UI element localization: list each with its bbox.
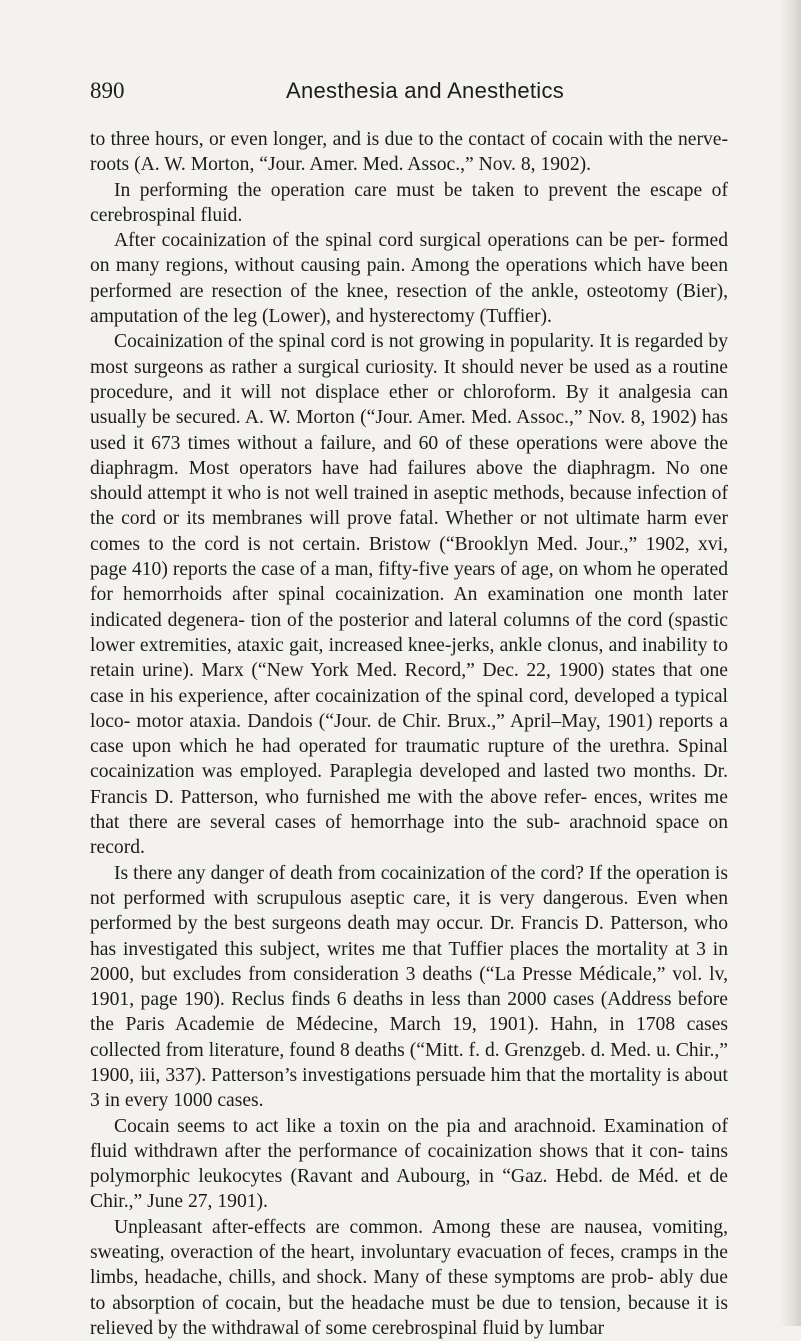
paragraph-continuation: to three hours, or even longer, and is due to the contact of cocain with the nerve-roots (A. W. Morton, “Jour. Amer. Med. Assoc.,” Nov. 8, 1902).	[90, 129, 728, 176]
running-header	[90, 74, 650, 108]
paragraph-danger-of-death: Is there any danger of death from cocainization of the cord? If the operation is not performed with scrupulous aseptic care, it is very dangerous. Even when performed by the best surgeons death may occur. Dr. Francis D. Patterson, who has investigated this subject, writes me that Tuffier places the mortality at 3 in 2000, but excludes from consideration 3 deaths (“La Presse Médicale,” vol. lv, 1901, page 190). Reclus finds 6 deaths in less than 2000 cases (Address before the Paris Academie de Médecine, March 19, 1901). Hahn, in 1708 cases collected from literature, found 8 deaths (“Mitt. f. d. Grenzgeb. d. Med. u. Chir.,” 1900, iii, 337). Patterson’s investigations persuade him that the mortality is about 3 in every 1000 cases.	[90, 862, 728, 1112]
paragraph-after-effects: Unpleasant after-effects are common. Among these are nausea, vomiting, sweating, overaction of the heart, involuntary evacuation of feces, cramps in the limbs, headache, chills, and shock. Many of these symptoms are prob- ably due to absorption of cocain, but the headache must be due to tension, because it is relieved by the withdrawal of some cerebrospinal fluid by lumbar	[90, 1216, 728, 1339]
paragraph-escape-of-fluid: In performing the operation care must be taken to prevent the escape of cerebrospinal fluid.	[90, 179, 728, 226]
paragraph-popularity: Cocainization of the spinal cord is not growing in popularity. It is regarded by most surgeons as rather a surgical curiosity. It should never be used as a routine procedure, and it will not displace ether or chloroform. By it analgesia can usually be secured. A. W. Morton (“Jour. Amer. Med. Assoc.,” Nov. 8, 1902) has used it 673 times without a failure, and 60 of these operations were above the diaphragm. Most operators have had failures above the diaphragm. No one should attempt it who is not well trained in aseptic methods, because infection of the cord or its membranes will prove fatal. Whether or not ultimate harm ever comes to the cord is not certain. Bristow (“Brooklyn Med. Jour.,” 1902, xvi, page 410) reports the case of a man, fifty-five years of age, on whom he operated for hemorrhoids after spinal cocainization. An examination one month later indicated degenera- tion of the posterior and lateral columns of the cord (spastic lower extremities, ataxic gait, increased knee-jerks, ankle clonus, and inability to retain urine). Marx (“New York Med. Record,” Dec. 22, 1900) states that one case in his experience, after cocainization of the spinal cord, developed a typical loco- motor ataxia. Dandois (“Jour. de Chir. Brux.,” April–May, 1901) reports a case upon which he had operated for traumatic rupture of the urethra. Spinal cocainization was employed. Paraplegia developed and lasted two months. Dr. Francis D. Patterson, who furnished me with the above refer- ences, writes me that there are several cases of hemorrhage into the sub- arachnoid space on record.	[90, 331, 728, 859]
paragraph-toxin: Cocain seems to act like a toxin on the pia and arachnoid. Examination of fluid withdrawn after the performance of cocainization shows that it con- tains polymorphic leukocytes (Ravant and Aubourg, in “Gaz. Hebd. de Méd. et de Chir.,” June 27, 1901).	[90, 1115, 728, 1213]
page-edge-shadow	[779, 0, 801, 1326]
body-text	[90, 127, 728, 1341]
page-number: 890	[90, 78, 125, 103]
running-title: Anesthesia and Anesthetics	[286, 78, 565, 103]
paragraph-surgical-operations: After cocainization of the spinal cord surgical operations can be per- formed on many regions, without causing pain. Among the operations which have been performed are resection of the knee, resection of the ankle, osteotomy (Bier), amputation of the leg (Lower), and hysterectomy (Tuffier).	[90, 230, 728, 328]
